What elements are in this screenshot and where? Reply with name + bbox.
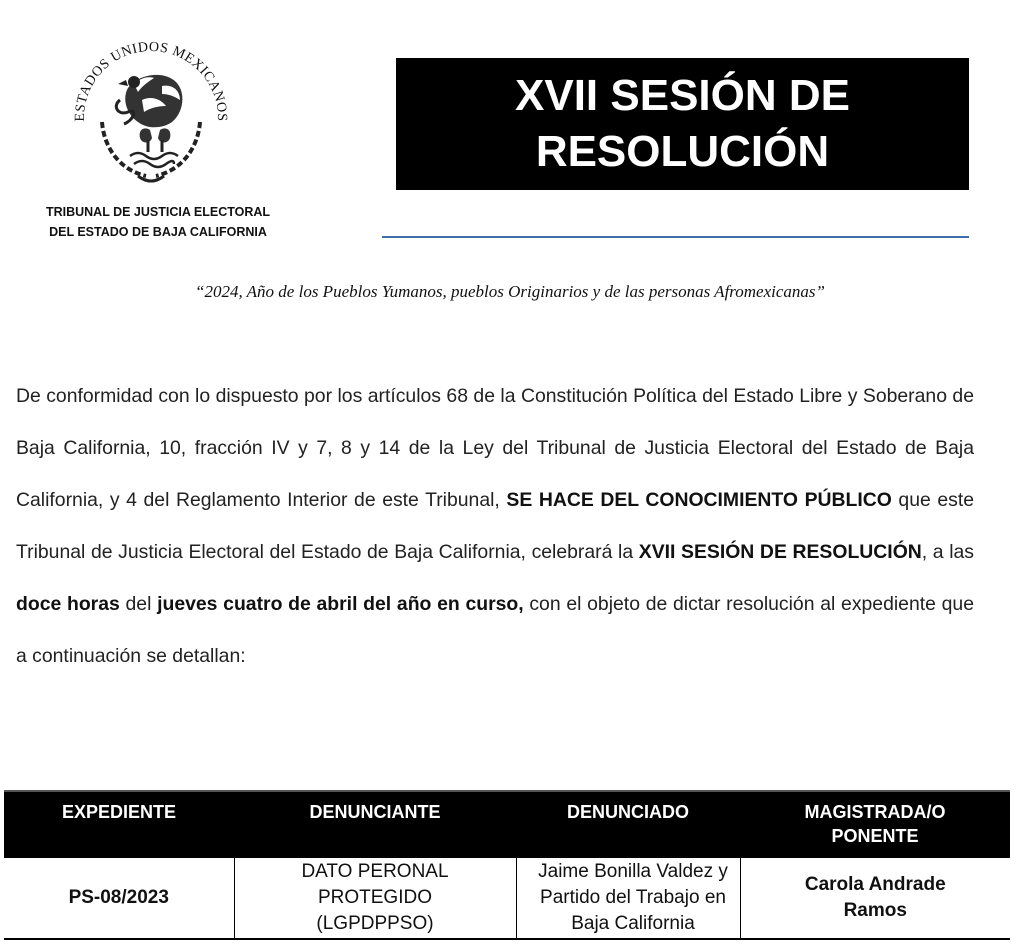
org-line-2: DEL ESTADO DE BAJA CALIFORNIA <box>49 225 267 239</box>
table-row <box>4 858 1010 939</box>
year-motto: “2024, Año de los Pueblos Yumanos, pueblos Originarios y de las personas Afromexicanas” <box>195 282 825 301</box>
national-seal-icon <box>68 26 234 192</box>
title-line-2: RESOLUCIÓN <box>535 127 830 176</box>
notice-bold-session: XVII SESIÓN DE RESOLUCIÓN <box>638 541 922 563</box>
header-divider <box>382 236 969 238</box>
notice-bold-date: jueves cuatro de abril del año en curso, <box>157 593 524 615</box>
organization-name <box>20 202 296 242</box>
notice-text-5: con el objeto de dictar resolución al expediente que a continuación se detallan: <box>16 593 974 667</box>
cell-expediente: PS-08/2023 <box>4 858 234 939</box>
session-title-box <box>396 58 969 190</box>
notice-text-2: que este Tribunal de Justicia Electoral del Estado de Baja California, celebrará la <box>16 489 975 563</box>
cell-denunciante: DATO PERONAL PROTEGIDO (LGPDPPSO) <box>234 858 516 939</box>
header-denunciado: DENUNCIADO <box>516 791 740 858</box>
table-header-row <box>4 791 1010 858</box>
header-ponente: MAGISTRADA/O PONENTE <box>740 791 1010 858</box>
notice-text-1: De conformidad con lo dispuesto por los artículos 68 de la Constitución Política del Estado Libre y Soberano de Baja California, 10, fracción IV y 7, 8 y 14 de la Ley del Tribunal de Justicia Electoral del Estado de Baja California, y 4 del Reglamento Interior de este Tribunal, <box>16 385 974 511</box>
title-line-1: XVII SESIÓN DE <box>515 71 850 120</box>
header-denunciante: DENUNCIANTE <box>234 791 516 858</box>
notice-bold-time: doce horas <box>16 593 120 615</box>
case-table <box>4 790 1010 940</box>
notice-paragraph <box>16 370 974 682</box>
seal-text: ESTADOS UNIDOS MEXICANOS <box>72 39 230 122</box>
notice-text-4: del <box>119 593 158 615</box>
notice-bold-public: SE HACE DEL CONOCIMIENTO PÚBLICO <box>506 489 892 511</box>
cell-ponente: Carola Andrade Ramos <box>740 858 1010 939</box>
header-expediente: EXPEDIENTE <box>4 791 234 858</box>
cell-denunciado: Jaime Bonilla Valdez y Partido del Trabajo en Baja California <box>516 858 740 939</box>
org-line-1: TRIBUNAL DE JUSTICIA ELECTORAL <box>45 205 271 219</box>
notice-text-3: , a las <box>921 541 974 563</box>
